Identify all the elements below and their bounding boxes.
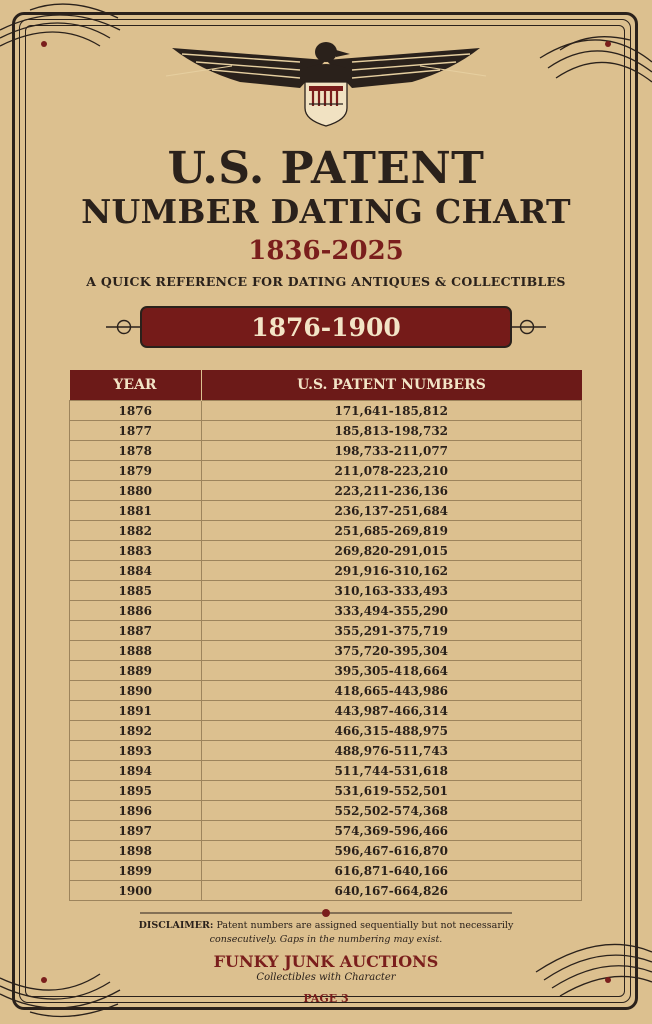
table-row [70, 601, 582, 621]
patent-range-cell: 198,733-211,077 [201, 441, 582, 461]
year-cell: 1896 [70, 801, 202, 821]
table-row [70, 641, 582, 661]
table-row [70, 821, 582, 841]
table-row [70, 461, 582, 481]
year-cell: 1887 [70, 621, 202, 641]
column-header-patent-numbers: U.S. PATENT NUMBERS [201, 370, 582, 401]
year-cell: 1890 [70, 681, 202, 701]
corner-dot-top-right-icon [605, 41, 611, 47]
patent-range-cell: 640,167-664,826 [201, 881, 582, 901]
patent-range-cell: 223,211-236,136 [201, 481, 582, 501]
patent-range-cell: 269,820-291,015 [201, 541, 582, 561]
subtitle: A QUICK REFERENCE FOR DATING ANTIQUES & COLLECTIBLES [86, 274, 566, 289]
table-row [70, 621, 582, 641]
patent-range-cell: 333,494-355,290 [201, 601, 582, 621]
table-row [70, 881, 582, 901]
patent-range-cell: 596,467-616,870 [201, 841, 582, 861]
disclaimer-label: DISCLAIMER: [138, 920, 214, 931]
patent-range-cell: 443,987-466,314 [201, 701, 582, 721]
table-header-row [70, 370, 582, 401]
table-row [70, 581, 582, 601]
patent-range-cell: 310,163-333,493 [201, 581, 582, 601]
disclaimer-line-1 [0, 920, 652, 931]
table-row [70, 741, 582, 761]
table-row [70, 761, 582, 781]
brand-name: FUNKY JUNK AUCTIONS [213, 952, 439, 971]
year-cell: 1900 [70, 881, 202, 901]
patent-range-cell: 616,871-640,166 [201, 861, 582, 881]
patent-range-cell: 211,078-223,210 [201, 461, 582, 481]
table-row [70, 841, 582, 861]
year-cell: 1899 [70, 861, 202, 881]
table-row [70, 781, 582, 801]
corner-swirl-top-right-icon [540, 37, 652, 82]
patent-range-cell: 418,665-443,986 [201, 681, 582, 701]
section-banner [140, 306, 512, 348]
table-row [70, 561, 582, 581]
table-row [70, 661, 582, 681]
brand-tagline: Collectibles with Character [256, 972, 396, 983]
year-cell: 1882 [70, 521, 202, 541]
footer-divider [140, 909, 512, 917]
patent-range-cell: 395,305-418,664 [201, 661, 582, 681]
patent-range-cell: 375,720-395,304 [201, 641, 582, 661]
patent-range-cell: 531,619-552,501 [201, 781, 582, 801]
year-cell: 1891 [70, 701, 202, 721]
table-row [70, 721, 582, 741]
year-cell: 1897 [70, 821, 202, 841]
patent-range-cell: 574,369-596,466 [201, 821, 582, 841]
table-row [70, 481, 582, 501]
year-cell: 1886 [70, 601, 202, 621]
table-row [70, 421, 582, 441]
patent-range-cell: 171,641-185,812 [201, 401, 582, 421]
patent-range-cell: 355,291-375,719 [201, 621, 582, 641]
year-cell: 1878 [70, 441, 202, 461]
table-row [70, 441, 582, 461]
disclaimer-text-1: Patent numbers are assigned sequentially but not necessarily [216, 920, 514, 931]
year-cell: 1895 [70, 781, 202, 801]
table-row [70, 861, 582, 881]
corner-swirl-top-left-icon [0, 4, 120, 46]
patent-range-cell: 466,315-488,975 [201, 721, 582, 741]
table-row [70, 801, 582, 821]
table-row [70, 401, 582, 421]
years-range: 1836-2025 [248, 236, 404, 266]
disclaimer-line-2: consecutively. Gaps in the numbering may exist. [209, 934, 443, 945]
year-cell: 1889 [70, 661, 202, 681]
year-cell: 1893 [70, 741, 202, 761]
column-header-year: YEAR [70, 370, 202, 401]
year-cell: 1881 [70, 501, 202, 521]
patent-range-cell: 511,744-531,618 [201, 761, 582, 781]
patent-range-cell: 251,685-269,819 [201, 521, 582, 541]
table-row [70, 681, 582, 701]
table-row [70, 701, 582, 721]
year-cell: 1888 [70, 641, 202, 661]
patent-range-cell: 291,916-310,162 [201, 561, 582, 581]
table-row [70, 501, 582, 521]
table-body [70, 401, 582, 901]
corner-dot-top-left-icon [41, 41, 47, 47]
banner-ornament-left-icon [106, 321, 140, 334]
year-cell: 1879 [70, 461, 202, 481]
table-row [70, 521, 582, 541]
title-line-1: U.S. PATENT [167, 143, 485, 194]
eagle-shield-icon [166, 42, 486, 126]
patent-table-container [69, 370, 582, 901]
year-cell: 1880 [70, 481, 202, 501]
year-cell: 1883 [70, 541, 202, 561]
year-cell: 1876 [70, 401, 202, 421]
patent-range-cell: 185,813-198,732 [201, 421, 582, 441]
page-number: PAGE 3 [303, 992, 349, 1005]
year-cell: 1884 [70, 561, 202, 581]
banner-ornament-right-icon [512, 321, 546, 334]
year-cell: 1898 [70, 841, 202, 861]
patent-range-cell: 552,502-574,368 [201, 801, 582, 821]
title-line-2: NUMBER DATING CHART [81, 192, 571, 231]
patent-table [69, 370, 582, 901]
year-cell: 1877 [70, 421, 202, 441]
table-row [70, 541, 582, 561]
year-cell: 1892 [70, 721, 202, 741]
patent-range-cell: 488,976-511,743 [201, 741, 582, 761]
year-cell: 1885 [70, 581, 202, 601]
banner-label: 1876-1900 [251, 312, 401, 342]
year-cell: 1894 [70, 761, 202, 781]
patent-range-cell: 236,137-251,684 [201, 501, 582, 521]
